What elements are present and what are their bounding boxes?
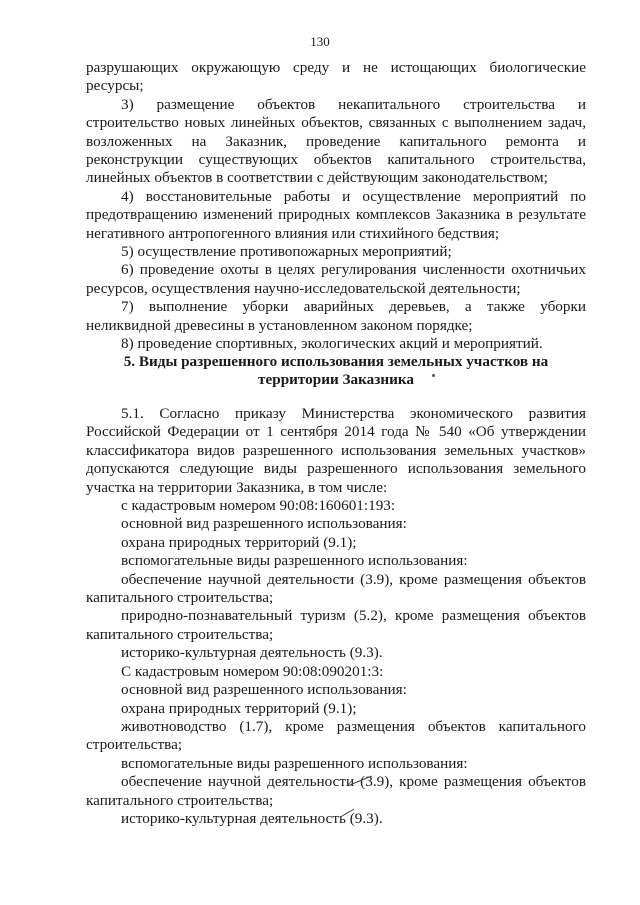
section-heading [86,353,586,390]
section-text-block [86,405,586,828]
paragraph: 5) осуществление противопожарных мероприятий; [121,243,452,261]
stray-mark-dot [432,374,435,377]
paragraph: историко-культурная деятельность (9.3). [121,809,383,827]
paragraph: 6) проведение охоты в целях регулирования численности охотничьих ресурсов, осуществления научно-исследовательской деятельности; [86,261,586,297]
top-text-block [86,59,586,354]
paragraph: 3) размещение объектов некапитального строительства и строительство новых линейных объектов, связанных с выполнением задач, возложенных на Заказник, проведение капитального ремонта и реконструкции существующих объектов капитального строительства, линейных объектов в соответствии с действующим законодательством; [86,95,586,187]
paragraph: разрушающих окружающую среду и не истощающих биологические ресурсы; [86,59,586,95]
paragraph: 7) выполнение уборки аварийных деревьев, а также уборки неликвидной древесины в установленном законом порядке; [86,298,586,334]
paragraph: основной вид разрешенного использования: [121,681,407,699]
paragraph: обеспечение научной деятельности (3.9), кроме размещения объектов капитального строительства; [86,773,586,809]
paragraph: охрана природных территорий (9.1); [121,699,357,717]
paragraph: обеспечение научной деятельности (3.9), кроме размещения объектов капитального строительства; [86,570,586,607]
paragraph: основной вид разрешенного использования: [121,515,407,533]
paragraph: вспомогательные виды разрешенного использования: [121,552,468,570]
paragraph: животноводство (1.7), кроме размещения объектов капитального строительства; [86,717,586,754]
paragraph: 8) проведение спортивных, экологических акций и мероприятий. [121,335,543,353]
paragraph: историко-культурная деятельность (9.3). [121,644,383,662]
paragraph: 4) восстановительные работы и осуществление мероприятий по предотвращению изменений природных комплексов Заказника в результате негативного антропогенного влияния или стихийного бедствия; [86,187,586,242]
paragraph: природно-познавательный туризм (5.2), кроме размещения объектов капитального строительства; [86,607,586,643]
paragraph: с кадастровым номером 90:08:160601:193: [121,497,396,515]
section-heading-line: 5. Виды разрешенного использования земельных участков на [123,353,549,370]
handwritten-mark [340,772,390,822]
paragraph: С кадастровым номером 90:08:090201:3: [121,662,384,680]
section-heading-line: территории Заказника [258,371,414,389]
paragraph: вспомогательные виды разрешенного использования: [121,754,468,772]
paragraph: охрана природных территорий (9.1); [121,533,357,551]
page-number: 130 [310,34,330,49]
paragraph: 5.1. Согласно приказу Министерства экономического развития Российской Федерации от 1 сентября 2014 года № 540 «Об утверждении классификатора видов разрешенного использования земельных участков» допускаются следующие виды разрешенного использования земельного участка на территории Заказника, в том числе: [86,405,586,496]
